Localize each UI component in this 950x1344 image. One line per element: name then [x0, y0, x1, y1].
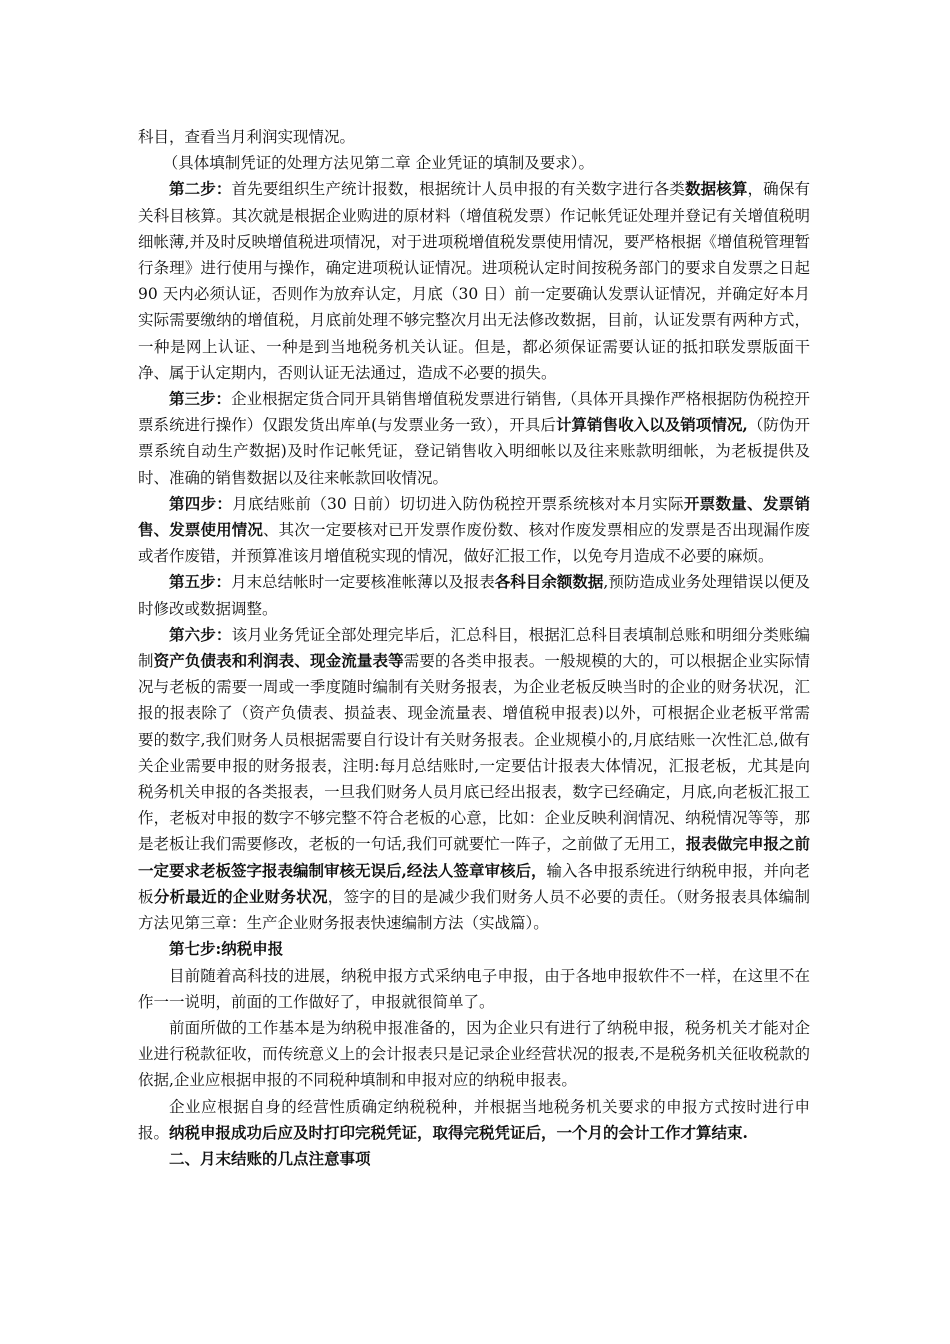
paragraph-step-4: 第四步：月底结账前（30 日前）切切进入防伪税控开票系统核对本月实际开票数量、发票销售、发票使用情况、其次一定要核对已开发票作废份数、核对作废发票相应的发票是否出现漏作废或者作废错，并预算准该月增值税实现的情况，做好汇报工作，以免夸月造成不必要的麻烦。 [138, 493, 810, 566]
paragraph-step-5: 第五步：月末总结帐时一定要核准帐薄以及报表各科目余额数据,预防造成业务处理错误以便及时修改或数据调整。 [138, 572, 810, 618]
paragraph-step-3: 第三步：企业根据定货合同开具销售增值税发票进行销售,（具体开具操作严格根据防伪税控开票系统进行操作）仅跟发货出库单(与发票业务一致），开具后计算销售收入以及销项情况,（防伪开票系统自动生产数据)及时作记帐凭证，登记销售收入明细帐以及往来账款明细帐，为老板提供及时、准确的销售数据以及往来帐款回收情况。 [138, 389, 810, 487]
step-6-heading: 第六步： [169, 624, 232, 644]
paragraph-e-filing: 目前随着高科技的进展，纳税申报方式采纳电子申报，由于各地申报软件不一样，在这里不在作一一说明，前面的工作做好了，申报就很简单了。 [138, 966, 810, 1011]
paragraph-note: （具体填制凭证的处理方法见第二章 企业凭证的填制及要求）。 [162, 154, 594, 173]
paragraph-tax-filing: 企业应根据自身的经营性质确定纳税税种，并根据当地税务机关要求的申报方式按时进行申报。纳税申报成功后应及时打印完税凭证，取得完税凭证后，一个月的会计工作才算结束. [138, 1097, 810, 1142]
step-7-heading: 第七步:纳税申报 [169, 939, 284, 959]
section-heading: 二、月末结账的几点注意事项 [169, 1148, 371, 1168]
step-2-heading: 第二步： [169, 179, 232, 199]
section-heading-month-end [138, 1146, 810, 1172]
paragraph-step-2: 第二步：首先要组织生产统计报数，根据统计人员申报的有关数字进行各类数据核算，确保有关科目核算。其次就是根据企业购进的原材料（增值税发票）作记帐凭证处理并登记有关增值税明细帐薄,并及时反映增值税进项情况，对于进项税增值税发票使用情况，要严格根据《增值税管理暂行条理》进行使用与操作，确定进项税认证情况。进项税认定时间按税务部门的要求自发票之日起 90 天内必须认证，否则作为放弃认定，月底（30 日）前一定要确认发票认证情况，并确定好本月实际需要缴纳的增值税，月底前处理不够完整次月出无法修改数据，目前，认证发票有两种方式，一种是网上认证、一种是到当地税务机关认证。但是，都必须保证需要认证的抵扣联发票版面干净、属于认定期内，否则认证无法通过，造成不必要的损失。 [138, 179, 810, 382]
paragraph-step-6: 第六步：该月业务凭证全部处理完毕后，汇总科目，根据汇总科目表填制总账和明细分类账编制资产负债表和利润表、现金流量表等需要的各类申报表。一般规模的大的，可以根据企业实际情况与老板的需要一周或一季度随时编制有关财务报表，为企业老板反映当时的企业的财务状况，汇报的报表除了（资产负债表、损益表、现金流量表、增值税申报表)以外，可根据企业老板平常需要的数字,我们财务人员根据需要自行设计有关财务报表。企业规模小的,月底结账一次性汇总,做有关企业需要申报的财务报表，注明:每月总结账时,一定要估计报表大体情况，汇报老板，尤其是向税务机关申报的各类报表，一旦我们财务人员月底已经出报表，数字已经确定，月底,向老板汇报工作，老板对申报的数字不够完整不符合老板的心意，比如：企业反映利润情况、纳税情况等等，那是老板让我们需要修改，老板的一句话,我们可就要忙一阵子，之前做了无用工，报表做完申报之前一定要求老板签字报表编制审核无误后,经法人签章审核后，输入各申报系统进行纳税申报，并向老板分析最近的企业财务状况，签字的目的是减少我们财务人员不必要的责任。（财务报表具体编制方法见第三章：生产企业财务报表快速编制方法（实战篇）。 [138, 624, 810, 933]
paragraph-step-7-heading [138, 936, 810, 962]
paragraph-intro-tail: 科目，查看当月利润实现情况。 [138, 128, 356, 146]
step-3-heading: 第三步： [169, 389, 232, 409]
document-page [138, 124, 810, 1172]
step-5-heading: 第五步： [169, 572, 232, 592]
step-4-heading: 第四步： [169, 493, 233, 513]
paragraph-tax-purpose: 前面所做的工作基本是为纳税申报准备的，因为企业只有进行了纳税申报，税务机关才能对企业进行税款征收，而传统意义上的会计报表只是记录企业经营状况的报表,不是税务机关征收税款的依据,企业应根据申报的不同税种填制和申报对应的纳税申报表。 [138, 1018, 810, 1090]
